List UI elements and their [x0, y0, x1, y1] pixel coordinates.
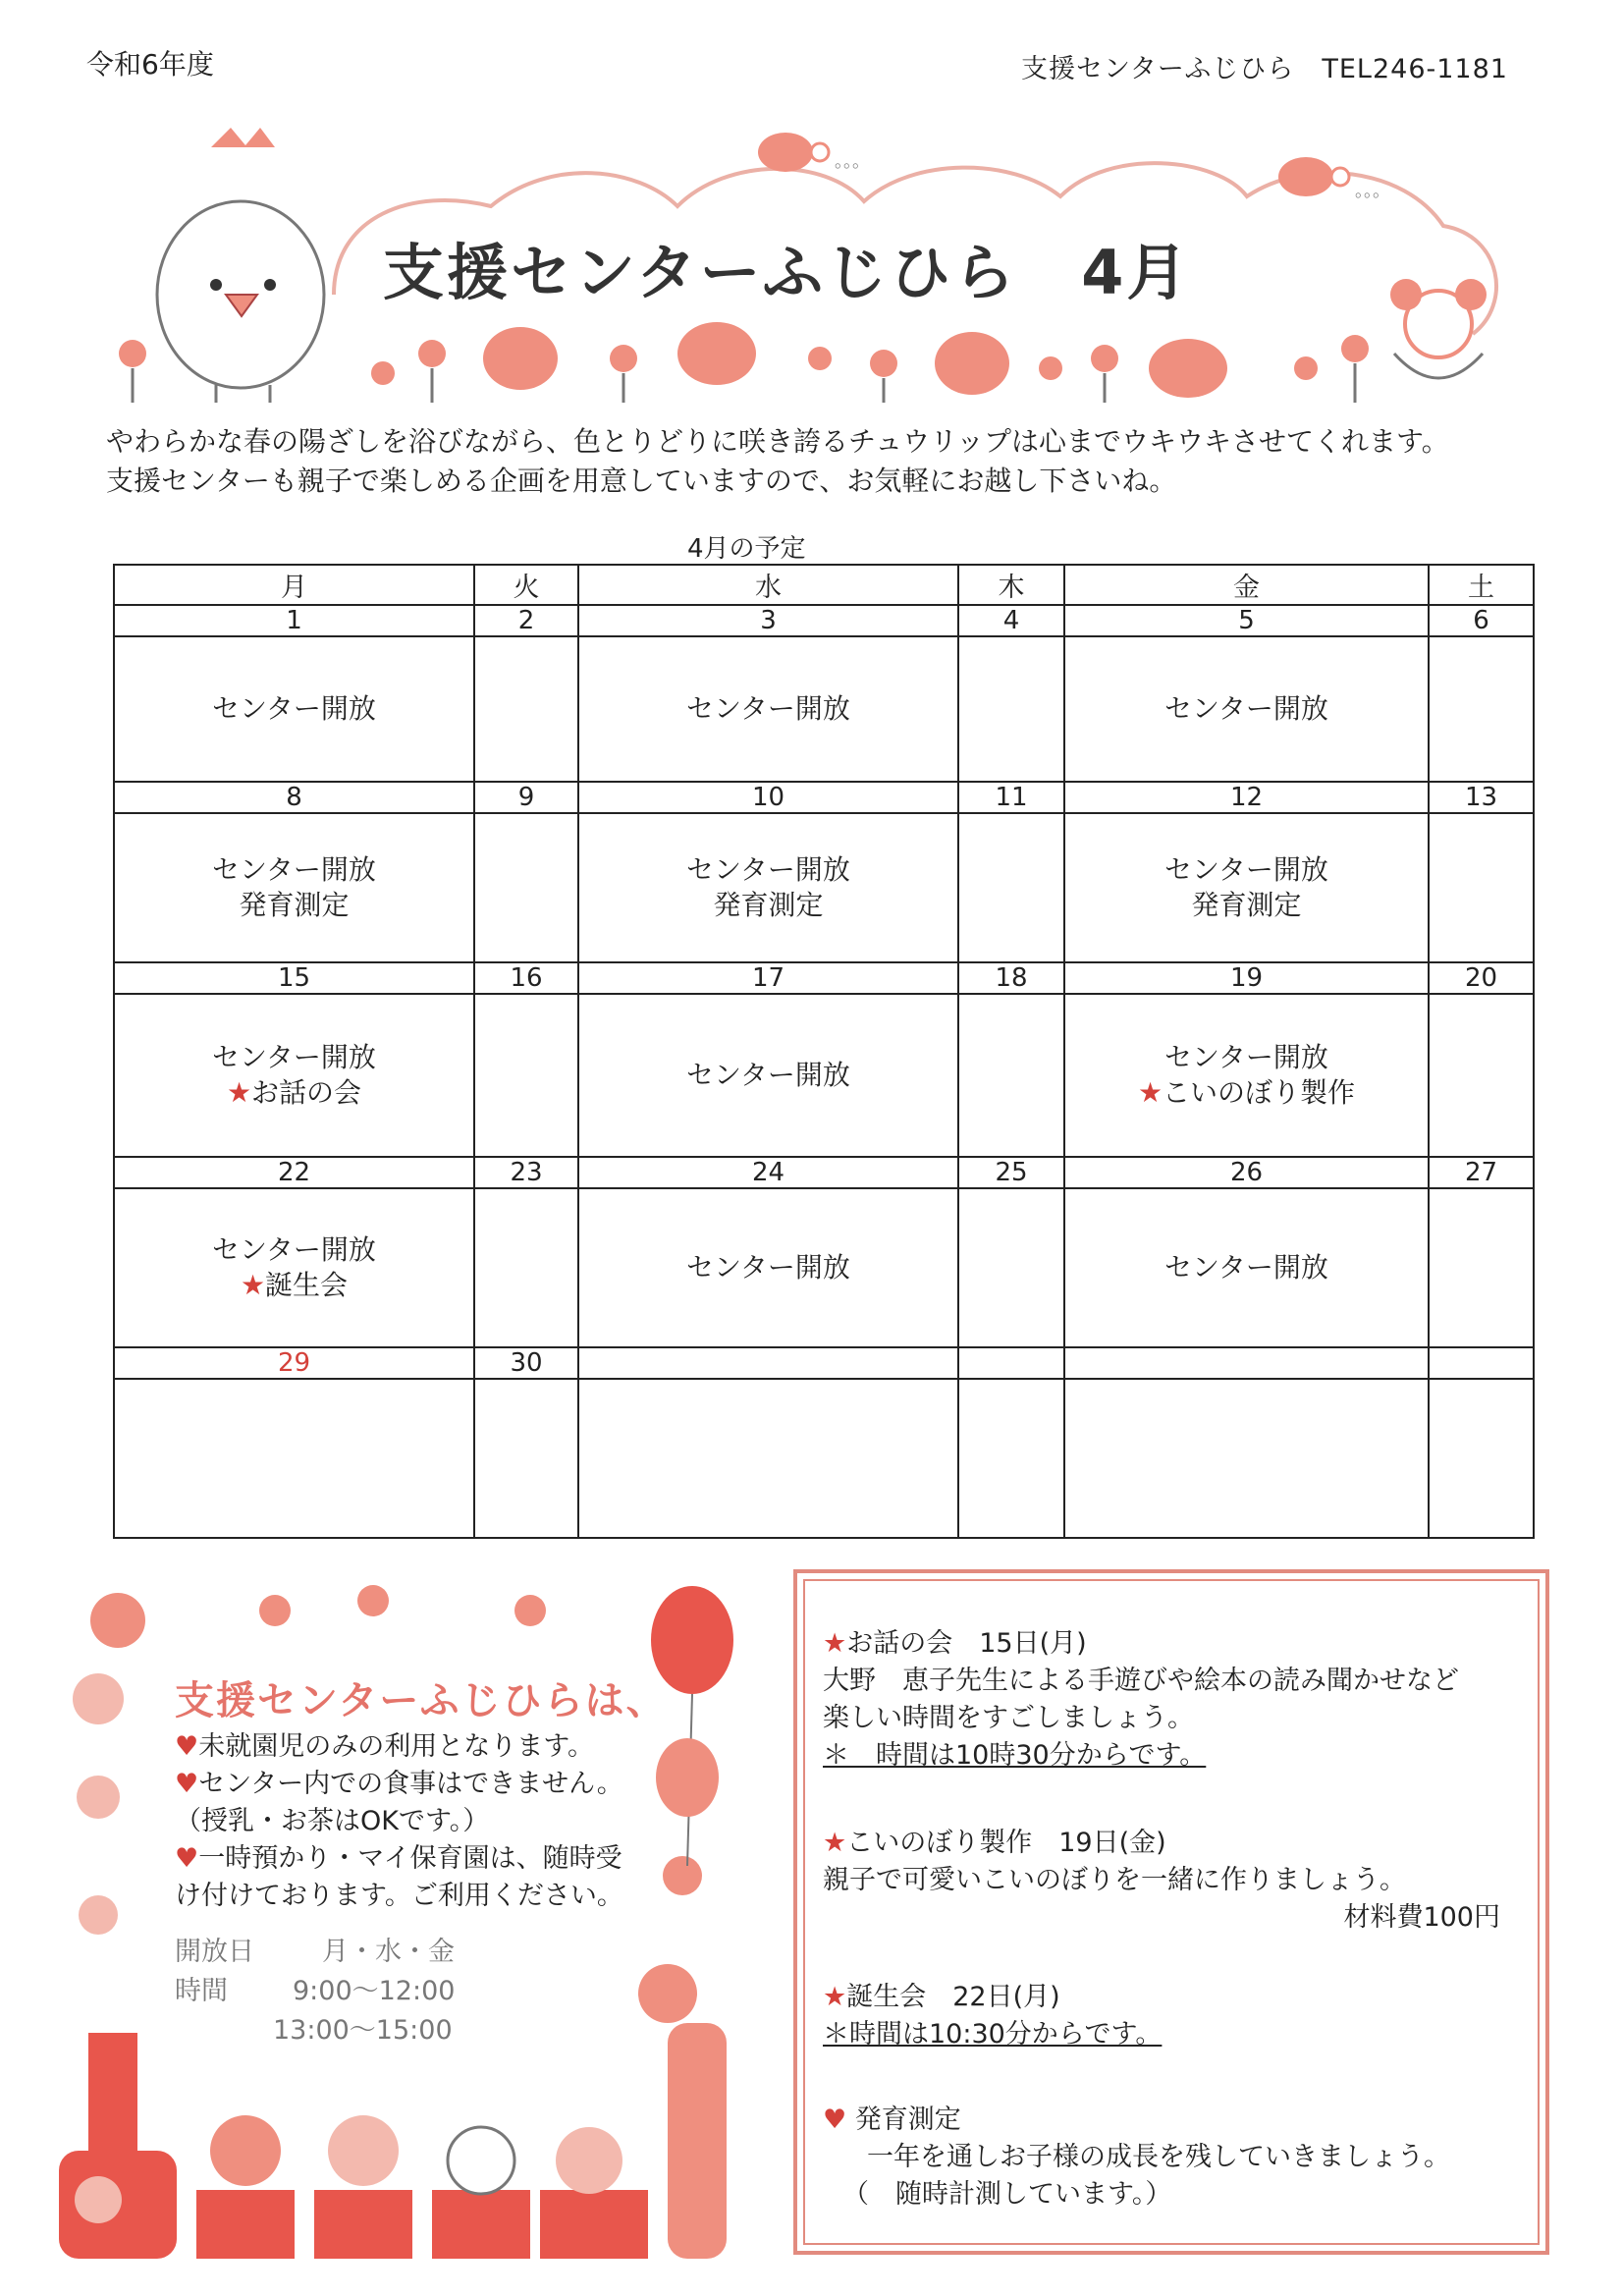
rule-line: け付けております。ご利用ください。 — [175, 1881, 623, 1911]
day-event: センター開放 — [1164, 853, 1328, 886]
open-days-label: 開放日 — [175, 1937, 254, 1967]
weekday-label: 水 — [578, 565, 958, 605]
fiscal-year: 令和6年度 — [86, 48, 214, 81]
day-event: センター開放 — [1164, 692, 1328, 725]
date-number: 22 — [114, 1157, 474, 1188]
events-row — [114, 1379, 1534, 1538]
event-line: 大野 恵子先生による手遊びや絵本の読み聞かせなど — [823, 1666, 1459, 1696]
bee-icon — [758, 133, 870, 172]
day-event: 発育測定 — [713, 889, 824, 921]
date-row — [114, 782, 1534, 813]
date-number: 17 — [578, 962, 958, 994]
intro-line: やわらかな春の陽ざしを浴びながら、色とりどりに咲き誇るチュウリップは心までウキウキさせてくれます。 — [106, 425, 1449, 458]
event-ohanashi — [823, 1625, 1459, 1775]
date-number — [1429, 1347, 1534, 1379]
day-event: センター開放 — [686, 1251, 850, 1284]
date-number: 5 — [1064, 605, 1429, 636]
event-title: ♥ 発育測定 — [823, 2105, 961, 2135]
day-cell — [958, 1188, 1064, 1347]
event-line: ＊ 時間は10時30分からです。 — [823, 1740, 1207, 1771]
weekday-label: 金 — [1064, 565, 1429, 605]
info-rules — [175, 1728, 623, 1915]
date-number: 12 — [1064, 782, 1429, 813]
svg-text:。。。: 。。。 — [835, 151, 870, 172]
day-event: センター開放 — [1164, 1041, 1328, 1073]
day-cell — [474, 994, 578, 1157]
weekday-label: 土 — [1429, 565, 1534, 605]
day-cell — [958, 813, 1064, 962]
date-number: 23 — [474, 1157, 578, 1188]
day-cell — [1064, 636, 1429, 782]
day-event: ★こいのぼり製作 — [1137, 1076, 1356, 1109]
star-icon: ★ — [240, 1269, 266, 1301]
date-number: 1 — [114, 605, 474, 636]
event-line: 親子で可愛いこいのぼりを一緒に作りましょう。 — [823, 1865, 1406, 1895]
event-line: 材料費100円 — [1343, 1902, 1500, 1933]
event-title: ★お話の会 15日(月) — [823, 1628, 1087, 1659]
day-cell — [578, 813, 958, 962]
star-icon: ★ — [823, 1628, 847, 1659]
schedule-calendar — [113, 564, 1535, 1539]
event-birthday — [823, 1979, 1162, 2053]
date-number: 9 — [474, 782, 578, 813]
day-cell — [958, 1379, 1064, 1538]
day-cell — [1429, 1188, 1534, 1347]
date-number — [958, 1347, 1064, 1379]
event-line: ＊時間は10:30分からです。 — [823, 2019, 1163, 2050]
day-cell — [578, 636, 958, 782]
date-number: 25 — [958, 1157, 1064, 1188]
hours-afternoon: 13:00～15:00 — [273, 2015, 453, 2046]
star-icon: ★ — [823, 1828, 847, 1858]
day-cell — [1429, 813, 1534, 962]
schedule-title: 4月の予定 — [687, 534, 806, 564]
rule-line: ♥センター内での食事はできません。 — [175, 1769, 623, 1799]
date-number: 2 — [474, 605, 578, 636]
event-measurement — [823, 2102, 1450, 2214]
date-number: 3 — [578, 605, 958, 636]
date-number: 30 — [474, 1347, 578, 1379]
day-cell — [1429, 1379, 1534, 1538]
open-days: 月・水・金 — [322, 1937, 455, 1967]
date-number: 20 — [1429, 962, 1534, 994]
chick-icon — [157, 128, 324, 403]
date-number — [1064, 1347, 1429, 1379]
date-number: 8 — [114, 782, 474, 813]
day-event: センター開放 — [212, 692, 376, 725]
events-row — [114, 1188, 1534, 1347]
event-title: ★誕生会 22日(月) — [823, 1982, 1060, 2012]
heart-icon: ♥ — [175, 1769, 199, 1799]
day-cell — [474, 636, 578, 782]
date-number: 24 — [578, 1157, 958, 1188]
event-line: 楽しい時間をすごしましょう。 — [823, 1703, 1194, 1733]
date-number: 15 — [114, 962, 474, 994]
day-event: センター開放 — [212, 853, 376, 886]
day-cell — [474, 1379, 578, 1538]
day-cell — [114, 994, 474, 1157]
mouse-icon — [1390, 279, 1487, 378]
events-row — [114, 636, 1534, 782]
balloon-icon — [656, 1738, 719, 1817]
day-cell — [474, 1188, 578, 1347]
day-cell — [114, 1188, 474, 1347]
day-cell — [114, 636, 474, 782]
day-event: センター開放 — [1164, 1251, 1328, 1284]
day-event: ★お話の会 — [226, 1076, 362, 1109]
heart-icon: ♥ — [175, 1843, 199, 1874]
day-event: センター開放 — [212, 1041, 376, 1073]
weekday-header-row — [114, 565, 1534, 605]
date-number: 10 — [578, 782, 958, 813]
date-number: 18 — [958, 962, 1064, 994]
event-title: ★こいのぼり製作 19日(金) — [823, 1828, 1166, 1858]
intro-text — [106, 422, 1449, 501]
hours-label: 時間 — [175, 1976, 228, 2006]
day-event: センター開放 — [686, 1059, 850, 1091]
date-number: 13 — [1429, 782, 1534, 813]
day-cell — [474, 813, 578, 962]
weekday-label: 火 — [474, 565, 578, 605]
date-row — [114, 962, 1534, 994]
heart-icon: ♥ — [175, 1731, 199, 1762]
day-cell — [1064, 1379, 1429, 1538]
rule-line: （授乳・お茶はOKです。） — [175, 1806, 490, 1836]
day-cell — [114, 813, 474, 962]
weekday-label: 月 — [114, 565, 474, 605]
date-number: 26 — [1064, 1157, 1429, 1188]
day-event: 発育測定 — [1191, 889, 1302, 921]
day-event: センター開放 — [212, 1233, 376, 1266]
day-event: 発育測定 — [239, 889, 350, 921]
day-cell — [1429, 994, 1534, 1157]
rule-line: ♥一時預かり・マイ保育園は、随時受 — [175, 1843, 622, 1874]
date-row — [114, 1157, 1534, 1188]
events-row — [114, 994, 1534, 1157]
day-cell — [1064, 813, 1429, 962]
date-number: 4 — [958, 605, 1064, 636]
date-number: 16 — [474, 962, 578, 994]
opening-hours — [175, 1933, 455, 2050]
events-row — [114, 813, 1534, 962]
rule-line: ♥未就園児のみの利用となります。 — [175, 1731, 595, 1762]
day-cell — [958, 994, 1064, 1157]
star-icon: ★ — [1137, 1076, 1163, 1109]
page-title: 支援センターふじひら 4月 — [383, 237, 1191, 308]
day-cell — [1429, 636, 1534, 782]
day-cell — [1064, 994, 1429, 1157]
date-number: 29 — [114, 1347, 474, 1379]
date-row — [114, 1347, 1534, 1379]
date-number: 11 — [958, 782, 1064, 813]
day-cell — [958, 636, 1064, 782]
heart-icon: ♥ — [823, 2105, 847, 2135]
day-cell — [1064, 1188, 1429, 1347]
event-line: 一年を通しお子様の成長を残していきましょう。 — [867, 2142, 1450, 2172]
day-event: ★誕生会 — [240, 1269, 349, 1301]
train-illustration — [59, 2023, 727, 2259]
intro-line: 支援センターも親子で楽しめる企画を用意していますので、お気軽にお越し下さいね。 — [106, 465, 1177, 497]
date-row — [114, 605, 1534, 636]
day-cell — [578, 994, 958, 1157]
weekday-label: 木 — [958, 565, 1064, 605]
day-cell — [578, 1379, 958, 1538]
day-event: センター開放 — [686, 853, 850, 886]
day-cell — [578, 1188, 958, 1347]
day-cell — [114, 1379, 474, 1538]
info-title: 支援センターふじひらは、 — [175, 1678, 668, 1723]
date-number: 27 — [1429, 1157, 1534, 1188]
event-koinobori — [823, 1825, 1500, 1937]
center-contact: 支援センターふじひら TEL246-1181 — [1021, 54, 1508, 84]
star-icon: ★ — [226, 1076, 252, 1109]
star-icon: ★ — [823, 1982, 847, 2012]
svg-text:。。。: 。。。 — [1355, 181, 1390, 201]
event-line: （ 随時計測しています。） — [842, 2179, 1172, 2210]
date-number — [578, 1347, 958, 1379]
date-number: 6 — [1429, 605, 1534, 636]
date-number: 19 — [1064, 962, 1429, 994]
day-event: センター開放 — [686, 692, 850, 725]
hours-morning: 9:00～12:00 — [293, 1976, 456, 2006]
